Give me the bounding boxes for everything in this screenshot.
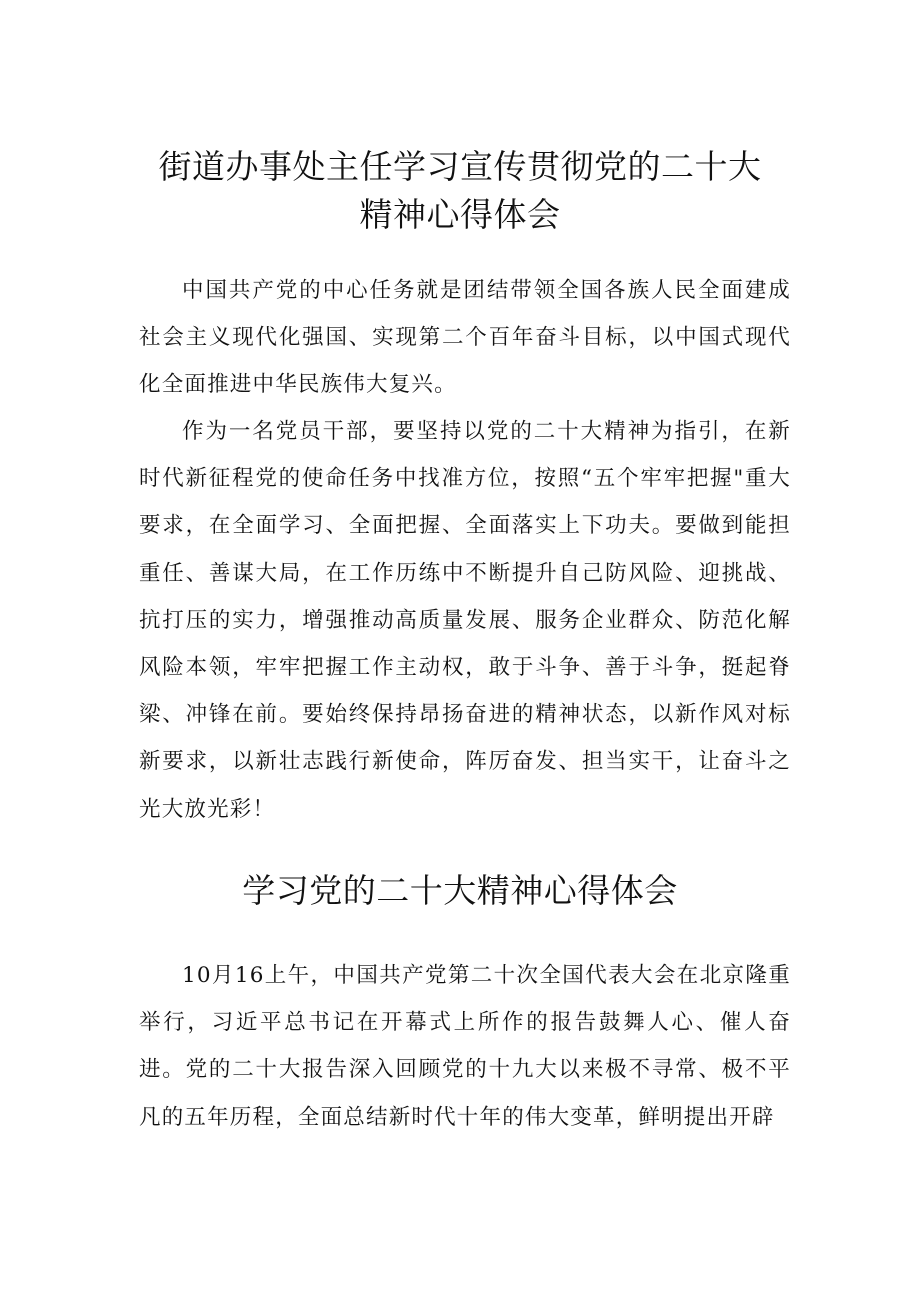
paragraph-3: 10月16上午，中国共产党第二十次全国代表大会在北京隆重举行，习近平总书记在开幕式上所作的报告鼓舞人心、催人奋进。党的二十大报告深入回顾党的十九大以来极不寻常、极不平凡的五年历程，全面总结新时代十年的伟大变革，鲜明提出开辟 bbox=[139, 963, 791, 1130]
section-title: 学习党的二十大精神心得体会 bbox=[242, 871, 678, 910]
paragraph-2: 作为一名党员干部，要坚持以党的二十大精神为指引，在新时代新征程党的使命任务中找准方位，按照“五个牢牢把握"重大要求，在全面学习、全面把握、全面落实上下功夫。要做到能担重任、善谋大局，在工作历练中不断提升自己防风险、迎挑战、抗打压的实力，增强推动高质量发展、服务企业群众、防范化解风险本领，牢牢把握工作主动权，敢于斗争、善于斗争，挺起脊梁、冲锋在前。要始终保持昂扬奋进的精神状态，以新作风对标新要求，以新壮志践行新使命，阵厉奋发、担当实干，让奋斗之光大放光彩！ bbox=[139, 419, 791, 822]
paragraph-1: 中国共产党的中心任务就是团结带领全国各族人民全面建成社会主义现代化强国、实现第二个百年奋斗目标，以中国式现代化全面推进中华民族伟大复兴。 bbox=[139, 278, 791, 398]
document-title-line1: 街道办事处主任学习宣传贯彻党的二十大 bbox=[158, 147, 762, 186]
document-title bbox=[130, 143, 790, 239]
document-title-line2: 精神心得体会 bbox=[359, 195, 561, 234]
